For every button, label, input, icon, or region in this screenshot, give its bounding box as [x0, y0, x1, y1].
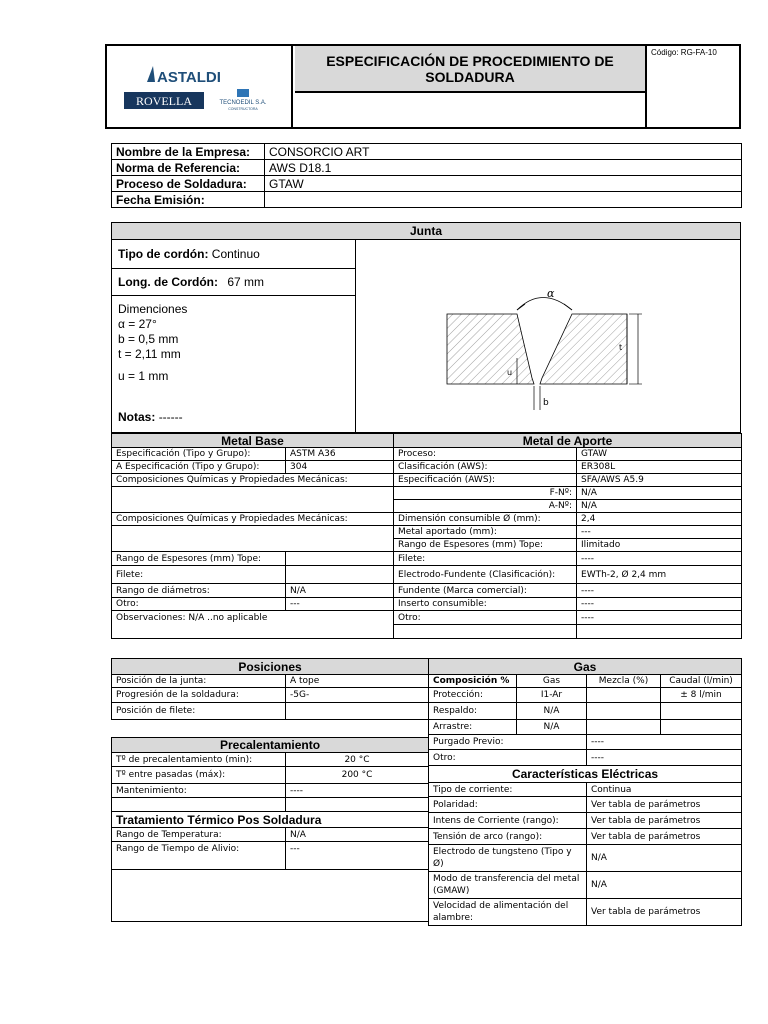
- gas-header-composicion: Composición %: [429, 675, 517, 688]
- tecnoedil-logo-mark: [237, 89, 249, 97]
- cell-value: ---: [286, 842, 429, 870]
- cell-value: N/A: [577, 500, 742, 513]
- gas-header-caudal: Caudal (l/min): [661, 675, 742, 688]
- cell-label: Especificación (AWS):: [394, 474, 577, 487]
- metal-base-title: Metal Base: [112, 434, 394, 448]
- cell-value: N/A: [517, 720, 587, 735]
- cell-label: Filete:: [394, 552, 577, 566]
- gas-title: Gas: [429, 659, 742, 675]
- cell-label: Proceso:: [394, 448, 577, 461]
- metal-table: [111, 433, 742, 639]
- cell-label: Filete:: [112, 566, 286, 584]
- table-row: [112, 144, 742, 160]
- cell-value: ----: [587, 735, 742, 750]
- junta-left-panel: [112, 240, 356, 432]
- table-row: [429, 872, 742, 899]
- cell-label: Fundente (Marca comercial):: [394, 584, 577, 598]
- cell-label: Tº entre pasadas (máx):: [112, 767, 286, 784]
- cell-value: N/A: [286, 828, 429, 842]
- cell-label: Intens de Corriente (rango):: [429, 813, 587, 829]
- b-label: b: [543, 398, 549, 408]
- cell-value: ----: [577, 611, 742, 625]
- astaldi-logo-text: ASTALDI: [157, 69, 221, 86]
- title-subcell: [295, 95, 645, 127]
- table-row: [112, 842, 429, 870]
- cell-label: Especificación (Tipo y Grupo):: [112, 448, 286, 461]
- cell-value: -5G-: [286, 688, 429, 703]
- table-row: [429, 720, 742, 735]
- cell-value: 20 °C: [286, 753, 429, 767]
- t-label: t: [619, 343, 623, 352]
- cell-value: [286, 703, 429, 720]
- cell-label: Inserto consumible:: [394, 598, 577, 611]
- table-row: [429, 766, 742, 783]
- gas-table: [428, 658, 742, 766]
- cell-value: Ver tabla de parámetros: [587, 813, 742, 829]
- tipo-cordon-row: [112, 240, 355, 269]
- cell-value: ----: [286, 784, 429, 798]
- cell-label: Progresión de la soldadura:: [112, 688, 286, 703]
- table-row: [429, 845, 742, 872]
- notas-row: [118, 410, 183, 424]
- cell-label: Protección:: [429, 688, 517, 703]
- long-cordon-value: 67 mm: [227, 275, 265, 289]
- cell-label: Electrodo de tungsteno (Tipo y Ø): [429, 845, 587, 872]
- cell-label: Rango de Espesores (mm) Tope:: [112, 552, 286, 566]
- metal-aporte-title: Metal de Aporte: [394, 434, 742, 448]
- cell-label: Clasificación (AWS):: [394, 461, 577, 474]
- cell-label: Otro:: [394, 611, 577, 625]
- cell-label: Tº de precalentamiento (min):: [112, 753, 286, 767]
- cell-label: Rango de Espesores (mm) Tope:: [394, 539, 577, 552]
- table-row: [429, 813, 742, 829]
- table-row: [112, 688, 429, 703]
- table-row: [112, 753, 429, 767]
- cell-value: N/A: [577, 487, 742, 500]
- cell-value: [661, 703, 742, 720]
- tipo-cordon-value: Continuo: [211, 247, 260, 261]
- table-row: [112, 566, 742, 584]
- long-cordon-label: Long. de Cordón:: [118, 275, 218, 289]
- cell-empty: [112, 798, 286, 812]
- tratamiento-title: Tratamiento Térmico Pos Soldadura: [112, 812, 429, 828]
- cell-value: N/A: [587, 845, 742, 872]
- left-plate: [447, 314, 534, 384]
- cell-value: [587, 688, 661, 703]
- table-row: [429, 829, 742, 845]
- dimensiones-block: [118, 302, 348, 384]
- cell-value: 304: [286, 461, 394, 474]
- table-row: [112, 584, 742, 598]
- long-cordon-row: [112, 269, 355, 296]
- table-row: [112, 767, 429, 784]
- cell-value: SFA/AWS A5.9: [577, 474, 742, 487]
- dimensiones-label: Dimenciones: [118, 302, 188, 316]
- cell-label: Posición de filete:: [112, 703, 286, 720]
- precalentamiento-title: Precalentamiento: [112, 738, 429, 753]
- cell-label: A Especificación (Tipo y Grupo):: [112, 461, 286, 474]
- observaciones: Observaciones: N/A ..no aplicable: [112, 611, 394, 639]
- table-row: [112, 552, 742, 566]
- cell-value: GTAW: [577, 448, 742, 461]
- cell-value: ----: [587, 750, 742, 766]
- cell-value: N/A: [517, 703, 587, 720]
- electricas-table: [428, 765, 742, 926]
- info-label: Nombre de la Empresa:: [112, 144, 265, 160]
- cell-value: A tope: [286, 675, 429, 688]
- cell-value: ----: [577, 584, 742, 598]
- dim-u: u = 1 mm: [118, 369, 169, 383]
- table-row: [112, 828, 429, 842]
- table-row: [112, 812, 429, 828]
- notas-value: ------: [158, 410, 183, 424]
- cell-value: ---: [286, 598, 394, 611]
- cell-label: Dimensión consumible Ø (mm):: [394, 513, 577, 526]
- table-row: [112, 870, 429, 922]
- cell-label: Posición de la junta:: [112, 675, 286, 688]
- cell-value: ----: [577, 552, 742, 566]
- cell-label: Rango de Temperatura:: [112, 828, 286, 842]
- info-value: [265, 192, 742, 208]
- dim-alpha: α = 27°: [118, 317, 157, 331]
- cell-value: N/A: [286, 584, 394, 598]
- document-header: [105, 44, 741, 129]
- table-row: [112, 738, 429, 753]
- cell-label: Polaridad:: [429, 797, 587, 813]
- logo-area: [107, 46, 293, 127]
- company-info-table: [111, 143, 742, 208]
- alpha-label: α: [547, 287, 555, 300]
- gas-header-mezcla: Mezcla (%): [587, 675, 661, 688]
- cell-empty: [286, 798, 429, 812]
- electricas-title: Características Eléctricas: [429, 766, 742, 783]
- document-code: Código: RG-FA-10: [651, 48, 717, 57]
- info-value: AWS D18.1: [265, 160, 742, 176]
- cell-value: [286, 566, 394, 584]
- rovella-logo-text: ROVELLA: [136, 94, 192, 108]
- tipo-cordon-label: Tipo de cordón:: [118, 247, 209, 261]
- cell-value: [587, 703, 661, 720]
- cell-value: [286, 552, 394, 566]
- cell-value: Ver tabla de parámetros: [587, 829, 742, 845]
- table-row: [112, 434, 742, 448]
- cell-empty: [112, 526, 394, 552]
- alpha-arc: [517, 298, 572, 311]
- posiciones-title: Posiciones: [112, 659, 429, 675]
- table-row: [112, 526, 742, 539]
- cell-value: ER308L: [577, 461, 742, 474]
- info-label: Norma de Referencia:: [112, 160, 265, 176]
- table-row: [429, 750, 742, 766]
- cell-label: Modo de transferencia del metal (GMAW): [429, 872, 587, 899]
- cell-empty: [112, 487, 394, 513]
- table-row: [429, 703, 742, 720]
- cell-label: Mantenimiento:: [112, 784, 286, 798]
- astaldi-logo-mark: [147, 66, 155, 82]
- cell-label: Metal aportado (mm):: [394, 526, 577, 539]
- cell-label: F-Nº:: [394, 487, 577, 500]
- cell-label: Purgado Previo:: [429, 735, 587, 750]
- cell-label: Otro:: [112, 598, 286, 611]
- table-row: [429, 659, 742, 675]
- table-row: [112, 598, 742, 611]
- table-row: [112, 784, 429, 798]
- cell-value: ----: [577, 598, 742, 611]
- cell-value: 200 °C: [286, 767, 429, 784]
- tecnoedil-logo-text: TECNOEDIL S.A.: [219, 100, 267, 106]
- cell-value: Ver tabla de parámetros: [587, 797, 742, 813]
- cell-label: Rango de Tiempo de Alivio:: [112, 842, 286, 870]
- info-label: Fecha Emisión:: [112, 192, 265, 208]
- junta-section: [111, 222, 741, 433]
- cell-value: Continua: [587, 783, 742, 797]
- table-row: [112, 461, 742, 474]
- document-title-line1: ESPECIFICACIÓN DE PROCEDIMIENTO DE: [326, 53, 614, 69]
- table-row: [429, 783, 742, 797]
- table-row: [112, 675, 429, 688]
- dim-t: t = 2,11 mm: [118, 347, 181, 361]
- cell-label: Otro:: [429, 750, 587, 766]
- joint-diagram: [357, 240, 740, 432]
- table-row: [112, 487, 742, 500]
- table-row: [112, 611, 742, 625]
- table-row: [112, 474, 742, 487]
- right-plate: [540, 314, 627, 384]
- dim-b: b = 0,5 mm: [118, 332, 179, 346]
- cell-label: Rango de diámetros:: [112, 584, 286, 598]
- tecnoedil-logo-subtext: CONSTRUCTORA: [228, 107, 258, 111]
- cell-value: ± 8 l/min: [661, 688, 742, 703]
- table-row: [112, 192, 742, 208]
- cell-label: Composiciones Químicas y Propiedades Mecánicas:: [112, 513, 394, 526]
- cell-value: 2,4: [577, 513, 742, 526]
- joint-diagram-panel: [357, 240, 740, 432]
- table-row: [429, 735, 742, 750]
- table-row: [112, 448, 742, 461]
- cell-value: Ver tabla de parámetros: [587, 899, 742, 926]
- cell-label: Velocidad de alimentación del alambre:: [429, 899, 587, 926]
- info-value: GTAW: [265, 176, 742, 192]
- cell-empty: [577, 625, 742, 639]
- table-row: [429, 675, 742, 688]
- document-title-line2: SOLDADURA: [425, 69, 515, 85]
- cell-value: N/A: [587, 872, 742, 899]
- table-row: [429, 899, 742, 926]
- u-label: u: [507, 368, 513, 377]
- table-row: [112, 659, 429, 675]
- cell-value: [587, 720, 661, 735]
- title-cell: [295, 46, 645, 93]
- table-row: [112, 176, 742, 192]
- company-logos: [107, 46, 293, 127]
- table-row: [112, 703, 429, 720]
- cell-value: Ilimitado: [577, 539, 742, 552]
- cell-empty: [394, 625, 577, 639]
- table-row: [112, 160, 742, 176]
- table-row: [112, 513, 742, 526]
- info-value: CONSORCIO ART: [265, 144, 742, 160]
- cell-label: Composiciones Químicas y Propiedades Mecánicas:: [112, 474, 394, 487]
- notas-label: Notas:: [118, 410, 156, 424]
- table-row: [112, 798, 429, 812]
- info-label: Proceso de Soldadura:: [112, 176, 265, 192]
- cell-value: ASTM A36: [286, 448, 394, 461]
- cell-empty: [112, 870, 429, 922]
- posiciones-table: [111, 658, 429, 720]
- precalentamiento-table: [111, 737, 429, 812]
- cell-value: [661, 720, 742, 735]
- cell-label: Electrodo-Fundente (Clasificación):: [394, 566, 577, 584]
- cell-label: Arrastre:: [429, 720, 517, 735]
- cell-label: Tipo de corriente:: [429, 783, 587, 797]
- cell-value: EWTh-2, Ø 2,4 mm: [577, 566, 742, 584]
- table-row: [429, 688, 742, 703]
- code-cell: [645, 46, 739, 127]
- tratamiento-table: [111, 811, 429, 922]
- junta-title: Junta: [112, 223, 740, 240]
- table-row: [429, 797, 742, 813]
- cell-label: A-Nº:: [394, 500, 577, 513]
- cell-value: I1-Ar: [517, 688, 587, 703]
- cell-value: ---: [577, 526, 742, 539]
- cell-label: Respaldo:: [429, 703, 517, 720]
- cell-label: Tensión de arco (rango):: [429, 829, 587, 845]
- gas-header-gas: Gas: [517, 675, 587, 688]
